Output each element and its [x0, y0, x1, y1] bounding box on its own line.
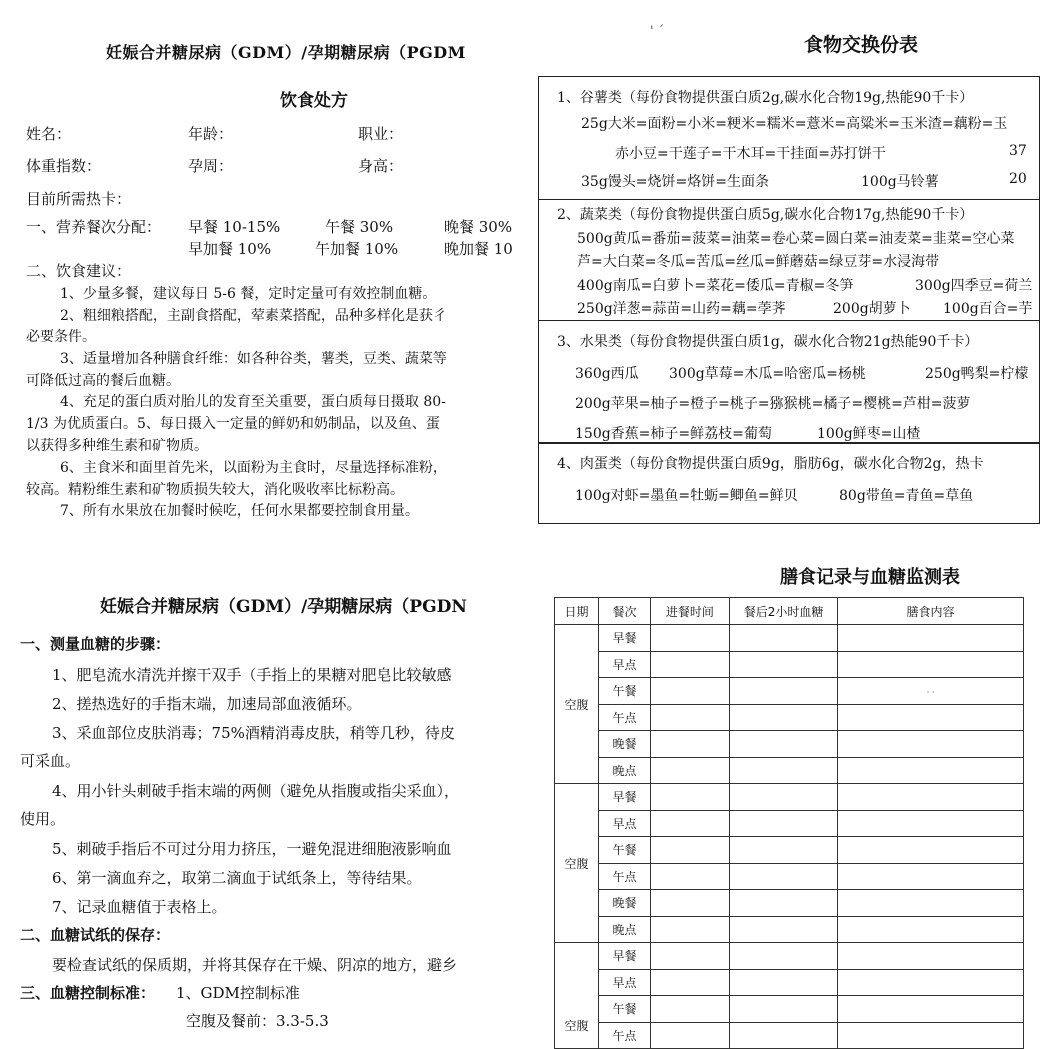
dinner-ratio: 晚餐 30%	[444, 218, 513, 236]
diet-cell[interactable]	[838, 651, 1024, 678]
advice-line: 3、适量增加各种膳食纤维：如各种谷类，薯类，豆类、蔬菜等	[60, 351, 447, 367]
diet-cell[interactable]	[838, 704, 1024, 731]
time-cell[interactable]	[650, 704, 729, 731]
header-meal-time: 进餐时间	[650, 598, 729, 625]
time-cell[interactable]	[650, 890, 729, 917]
glucose-cell[interactable]	[729, 651, 837, 678]
advice-line: 2、粗细粮搭配，主副食搭配，荤素菜搭配，品种多样化是获彳	[60, 308, 447, 324]
time-cell[interactable]	[650, 651, 729, 678]
header-post-meal-glucose: 餐后2小时血糖	[729, 598, 837, 625]
glucose-title: 妊娠合并糖尿病（GDM）/孕期糖尿病（PGDN	[100, 597, 467, 617]
standard-subheading: 1、GDM控制标准	[176, 984, 300, 1002]
grain-row: 赤小豆=干莲子=干木耳=干挂面=苏打饼干	[615, 146, 886, 162]
step-line: 6、第一滴血弃之，取第二滴血于试纸条上，等待结果。	[52, 869, 422, 887]
meat-row: 100g对虾=墨鱼=牡蛎=鲫鱼=鲜贝	[575, 488, 798, 504]
vegetable-row-right: 100g百合=芋	[943, 301, 1033, 317]
snack-pm-ratio: 晚加餐 10	[444, 240, 513, 258]
glucose-cell[interactable]	[729, 969, 837, 996]
glucose-cell[interactable]	[729, 837, 837, 864]
meal-cell: 早点	[599, 810, 651, 837]
meal-heading: 一、营养餐次分配：	[26, 218, 162, 236]
vegetable-section	[538, 198, 1040, 321]
meal-cell: 早点	[599, 651, 651, 678]
glucose-steps-page	[0, 540, 512, 1030]
snack-am-ratio: 早加餐 10%	[188, 240, 272, 258]
time-cell[interactable]	[650, 678, 729, 705]
calorie-label: 目前所需热卡：	[26, 190, 132, 208]
fruit-row: 150g香蕉=柿子=鲜荔枝=葡萄	[575, 426, 772, 442]
diet-cell[interactable]	[838, 996, 1024, 1023]
vegetable-row-mid: 200g胡萝卜	[833, 301, 911, 317]
glucose-cell[interactable]	[729, 943, 837, 970]
table-row	[555, 784, 1024, 811]
fruit-section	[538, 320, 1040, 444]
diet-cell[interactable]	[838, 969, 1024, 996]
diet-cell[interactable]	[838, 757, 1024, 784]
diet-cell[interactable]	[838, 837, 1024, 864]
meal-cell: 午点	[599, 863, 651, 890]
diet-cell[interactable]	[838, 863, 1024, 890]
record-sheet-page	[540, 545, 1024, 1043]
table-row	[555, 863, 1024, 890]
meal-cell: 早点	[599, 969, 651, 996]
advice-line: 7、所有水果放在加餐时候吃，任何水果都要控制食用量。	[60, 503, 419, 519]
glucose-cell[interactable]	[729, 757, 837, 784]
meal-cell: 晚餐	[599, 890, 651, 917]
table-row	[555, 757, 1024, 784]
fruit-row-right: 100g鲜枣=山楂	[817, 426, 921, 442]
time-cell[interactable]	[650, 810, 729, 837]
time-cell[interactable]	[650, 996, 729, 1023]
table-row	[555, 704, 1024, 731]
scan-marks: ' ˊ	[650, 24, 665, 39]
grain-section	[538, 76, 1040, 200]
meal-cell: 午餐	[599, 996, 651, 1023]
meal-cell: 晚点	[599, 916, 651, 943]
diet-cell[interactable]	[838, 916, 1024, 943]
name-label: 姓名：	[26, 125, 72, 143]
fasting-cell: 空腹	[555, 784, 599, 943]
step-line: 3、采血部位皮肤消毒；75%酒精消毒皮肤，稍等几秒，待皮	[52, 724, 455, 742]
vegetable-row: 400g南瓜=白萝卜=菜花=倭瓜=青椒=冬笋	[577, 278, 854, 294]
advice-line: 1/3 为优质蛋白。5、每日摄入一定量的鲜奶和奶制品，以及鱼、蛋	[26, 416, 440, 432]
diet-prescription-page	[0, 0, 513, 519]
table-header-row	[555, 598, 1024, 625]
step-line: 7、记录血糖值于表格上。	[52, 898, 227, 916]
scan-dots: · ·	[926, 687, 935, 697]
diet-cell[interactable]	[838, 943, 1024, 970]
advice-line: 1、少量多餐，建议每日 5-6 餐，定时定量可有效控制血糖。	[60, 286, 437, 302]
breakfast-ratio: 早餐 10-15%	[188, 218, 281, 236]
food-exchange-page	[512, 0, 1033, 515]
lunch-ratio: 午餐 30%	[325, 218, 394, 236]
height-label: 身高：	[358, 157, 404, 175]
time-cell[interactable]	[650, 969, 729, 996]
fruit-row: 360g西瓜	[575, 366, 639, 382]
table-row	[555, 890, 1024, 917]
step-line: 可采血。	[20, 752, 81, 770]
diet-cell[interactable]	[838, 731, 1024, 758]
glucose-cell[interactable]	[729, 731, 837, 758]
storage-text: 要检查试纸的保质期，并将其保存在干燥、阴凉的地方，避乡	[52, 956, 458, 974]
advice-line: 以获得多种维生素和矿物质。	[26, 438, 208, 454]
table-row	[555, 625, 1024, 652]
glucose-cell[interactable]	[729, 704, 837, 731]
step-line: 使用。	[20, 810, 66, 828]
diet-cell[interactable]	[838, 625, 1024, 652]
meal-cell: 晚点	[599, 757, 651, 784]
diet-cell[interactable]	[838, 810, 1024, 837]
table-row	[555, 651, 1024, 678]
exchange-title: 食物交换份表	[804, 34, 919, 56]
meal-cell: 午餐	[599, 678, 651, 705]
table-row	[555, 810, 1024, 837]
glucose-cell[interactable]	[729, 996, 837, 1023]
step-line: 4、用小针头刺破手指末端的两侧（避免从指腹或指尖采血），	[52, 782, 460, 800]
table-row	[555, 1022, 1024, 1049]
glucose-cell[interactable]	[729, 916, 837, 943]
glucose-cell[interactable]	[729, 678, 837, 705]
fasting-cell: 空腹	[555, 943, 599, 1049]
advice-line: 较高。精粉维生素和矿物质损失较大，消化吸收率比标粉高。	[26, 482, 404, 498]
table-row	[555, 731, 1024, 758]
table-row	[555, 943, 1024, 970]
standard-heading: 三、血糖控制标准：	[20, 984, 156, 1002]
table-row	[555, 916, 1024, 943]
vegetable-row-right: 300g四季豆=荷兰	[915, 278, 1033, 294]
meal-cell: 晚餐	[599, 731, 651, 758]
time-cell[interactable]	[650, 625, 729, 652]
vegetable-row: 芦=大白菜=冬瓜=苦瓜=丝瓜=鲜蘑菇=绿豆芽=水浸海带	[577, 254, 940, 270]
glucose-cell[interactable]	[729, 863, 837, 890]
table-row	[555, 678, 1024, 705]
table-row	[555, 969, 1024, 996]
header-date: 日期	[555, 598, 599, 625]
glucose-cell[interactable]	[729, 810, 837, 837]
grain-row-right: 37	[1009, 143, 1027, 159]
fruit-row: 200g苹果=柚子=橙子=桃子=猕猴桃=橘子=樱桃=芦柑=菠萝	[575, 396, 971, 412]
step-line: 2、搓热选好的手指末端，加速局部血液循环。	[52, 695, 362, 713]
diet-cell[interactable]	[838, 678, 1024, 705]
meat-section	[538, 442, 1040, 524]
fruit-row-mid: 300g草莓=木瓜=哈密瓜=杨桃	[669, 366, 866, 382]
meat-row-right: 80g带鱼=青鱼=草鱼	[839, 488, 974, 504]
record-title: 膳食记录与血糖监测表	[780, 567, 960, 588]
grain-row: 25g大米=面粉=小米=粳米=糯米=薏米=高粱米=玉米渣=藕粉=玉	[581, 116, 1008, 132]
fruit-row-right: 250g鸭梨=柠檬	[925, 366, 1029, 382]
steps-heading: 一、测量血糖的步骤：	[20, 635, 171, 653]
fasting-cell: 空腹	[555, 625, 599, 784]
time-cell[interactable]	[650, 943, 729, 970]
snack-noon-ratio: 午加餐 10%	[315, 240, 399, 258]
time-cell[interactable]	[650, 916, 729, 943]
glucose-cell[interactable]	[729, 784, 837, 811]
table-row	[555, 837, 1024, 864]
meal-cell: 早餐	[599, 943, 651, 970]
vegetable-row: 500g黄瓜=番茄=菠菜=油菜=卷心菜=圆白菜=油麦菜=韭菜=空心菜	[577, 231, 1015, 247]
table-row	[555, 996, 1024, 1023]
meal-cell: 早餐	[599, 784, 651, 811]
grain-row-mid: 100g马铃薯	[861, 174, 939, 190]
meal-cell: 午餐	[599, 837, 651, 864]
glucose-cell[interactable]	[729, 1022, 837, 1049]
header-diet-content: 膳食内容	[838, 598, 1024, 625]
age-label: 年龄：	[188, 125, 234, 143]
grain-heading: 1、谷薯类（每份食物提供蛋白质2g,碳水化合物19g,热能90千卡）	[557, 90, 974, 106]
glucose-cell[interactable]	[729, 625, 837, 652]
diet-subtitle: 饮食处方	[280, 91, 348, 111]
job-label: 职业：	[358, 125, 404, 143]
diet-cell[interactable]	[838, 784, 1024, 811]
record-table	[554, 597, 1024, 1049]
standard-text: 空腹及餐前：3.3-5.3	[186, 1012, 329, 1030]
time-cell[interactable]	[650, 1022, 729, 1049]
fruit-heading: 3、水果类（每份食物提供蛋白质1g，碳水化合物21g热能90千卡）	[557, 334, 979, 350]
meat-heading: 4、肉蛋类（每份食物提供蛋白质9g，脂肪6g，碳水化合物2g，热卡	[557, 456, 984, 472]
bmi-label: 体重指数：	[26, 157, 102, 175]
grain-row-right: 20	[1009, 171, 1027, 187]
advice-line: 必要条件。	[26, 329, 96, 345]
vegetable-row: 250g洋葱=蒜苗=山药=藕=荸荠	[577, 301, 786, 317]
time-cell[interactable]	[650, 731, 729, 758]
storage-heading: 二、血糖试纸的保存：	[20, 926, 171, 944]
time-cell[interactable]	[650, 863, 729, 890]
step-line: 5、刺破手指后不可过分用力挤压，一避免混进细胞液影响血	[52, 840, 452, 858]
time-cell[interactable]	[650, 784, 729, 811]
step-line: 1、肥皂流水清洗并擦干双手（手指上的果糖对肥皂比较敏感	[52, 666, 452, 684]
week-label: 孕周：	[188, 157, 234, 175]
diet-title: 妊娠合并糖尿病（GDM）/孕期糖尿病（PGDM	[106, 43, 466, 62]
advice-line: 可降低过高的餐后血糖。	[26, 373, 180, 389]
grain-row: 35g馒头=烧饼=烙饼=生面条	[581, 174, 769, 190]
advice-line: 4、充足的蛋白质对胎儿的发育至关重要，蛋白质每日摄取 80-	[60, 394, 446, 410]
time-cell[interactable]	[650, 837, 729, 864]
meal-cell: 午点	[599, 704, 651, 731]
time-cell[interactable]	[650, 757, 729, 784]
header-meal: 餐次	[599, 598, 651, 625]
diet-cell[interactable]	[838, 1022, 1024, 1049]
glucose-cell[interactable]	[729, 890, 837, 917]
advice-line: 6、主食米和面里首先米，以面粉为主食时，尽量选择标准粉，	[60, 460, 447, 476]
diet-cell[interactable]	[838, 890, 1024, 917]
advice-heading: 二、饮食建议：	[26, 262, 132, 280]
meal-cell: 早餐	[599, 625, 651, 652]
vegetable-heading: 2、蔬菜类（每份食物提供蛋白质5g,碳水化合物17g,热能90千卡）	[557, 207, 974, 223]
meal-cell: 午点	[599, 1022, 651, 1049]
